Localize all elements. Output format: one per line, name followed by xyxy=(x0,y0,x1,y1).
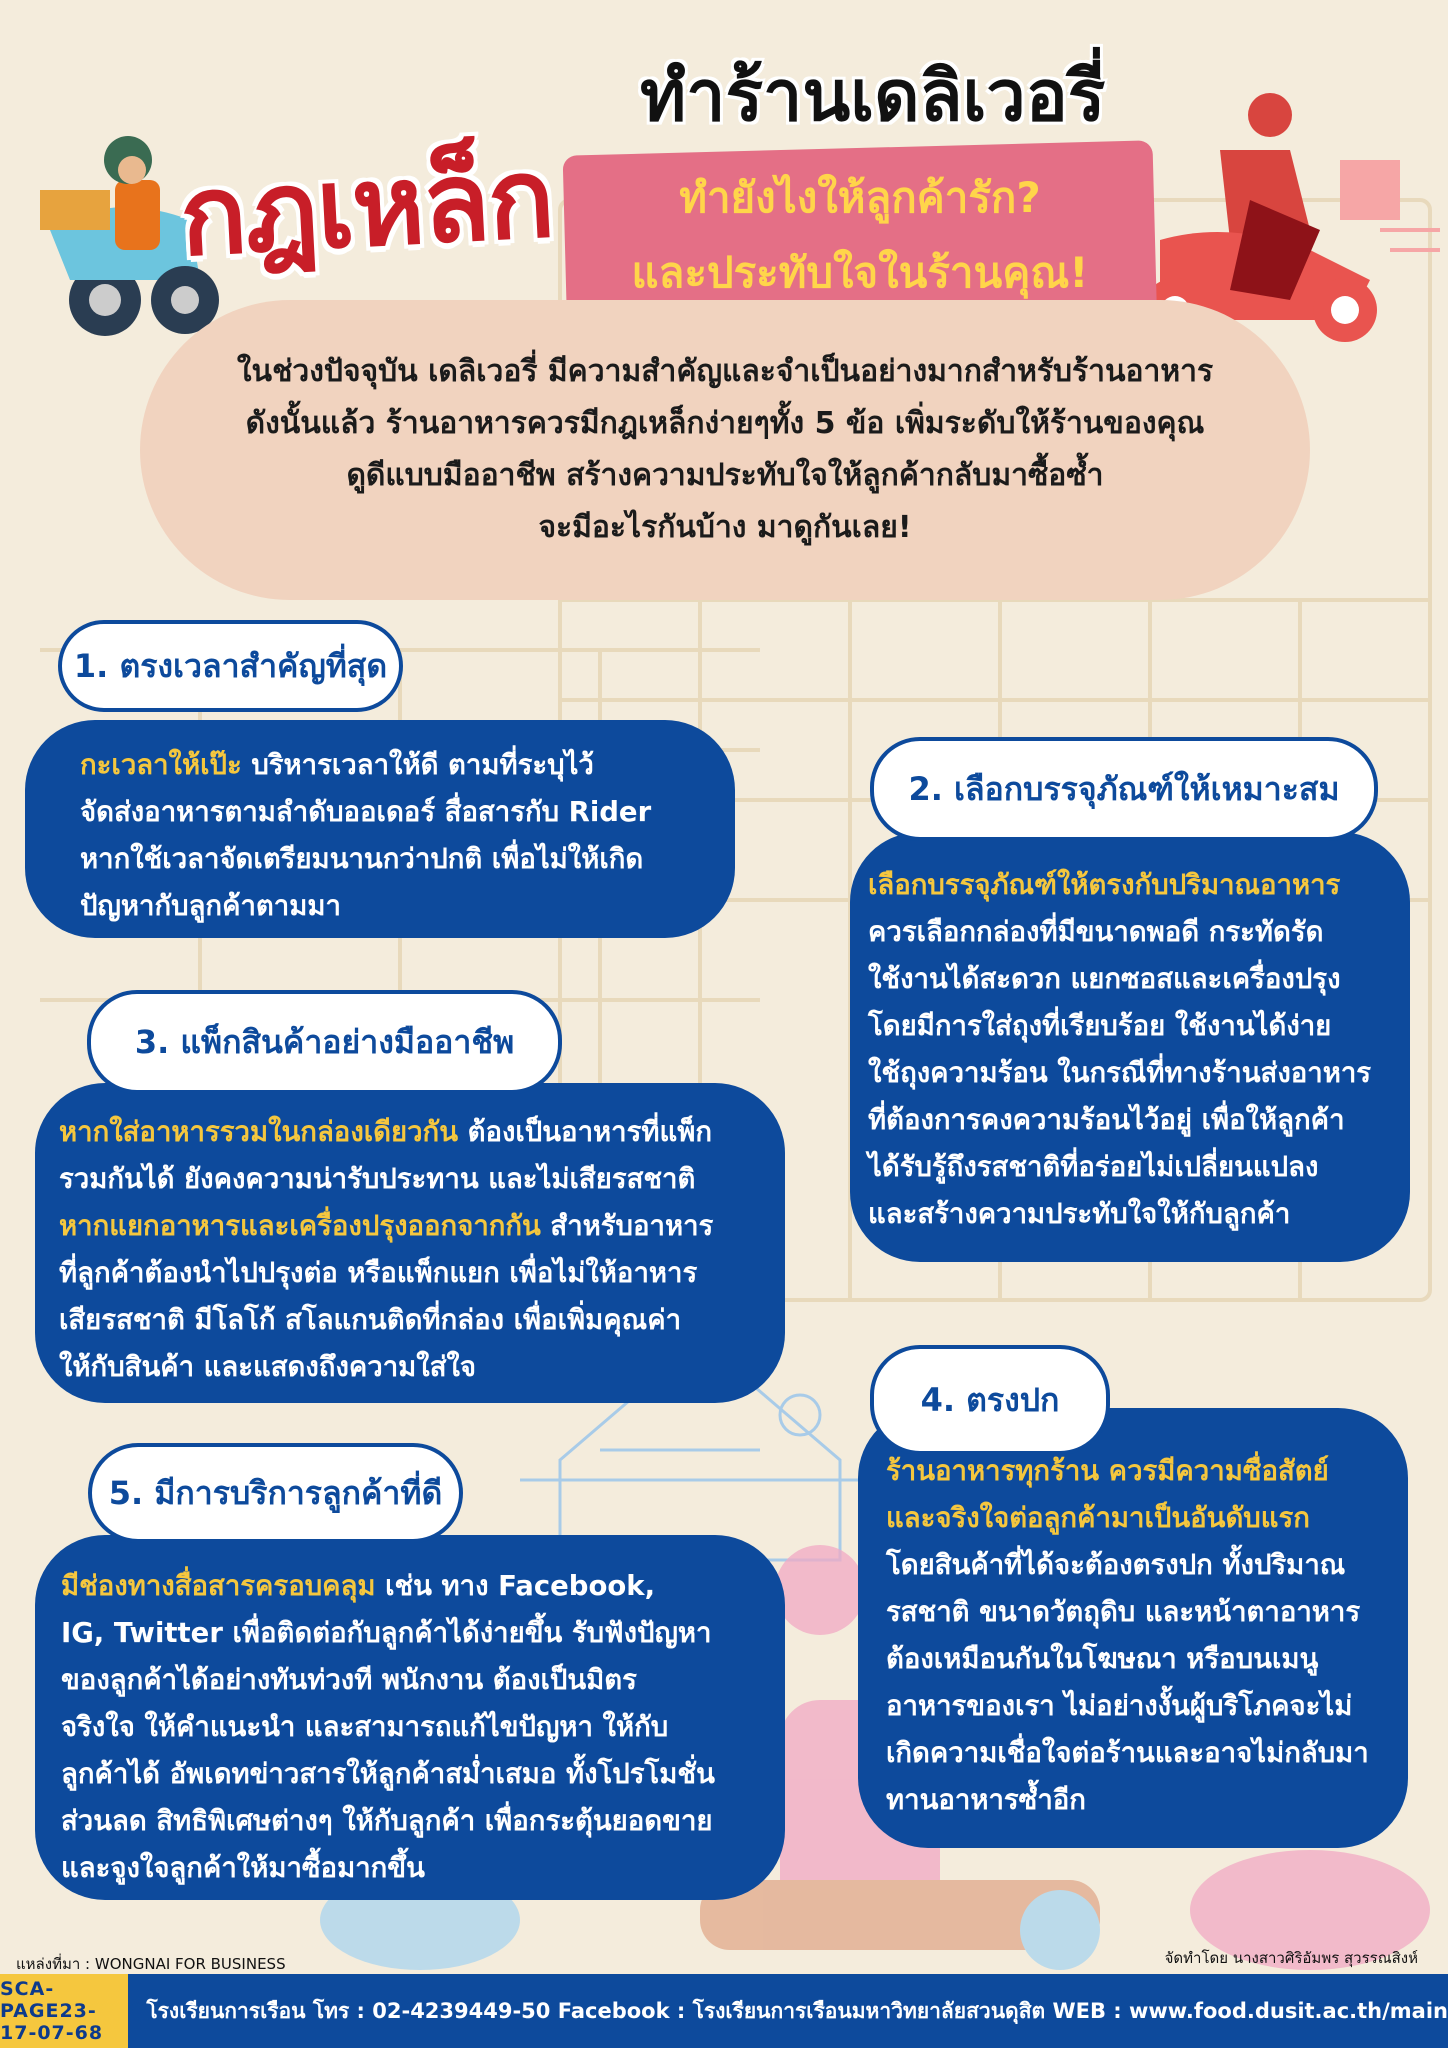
rule-5-title: 5. มีการบริการลูกค้าที่ดี xyxy=(88,1443,463,1543)
rule-4-highlight: ร้านอาหารทุกร้าน ควรมีความซื่อสัตย์ xyxy=(886,1455,1329,1487)
rule-2-line: โดยมีการใส่ถุงที่เรียบร้อย ใช้งานได้ง่าย xyxy=(868,1010,1332,1042)
rule-1-highlight: กะเวลาให้เป๊ะ xyxy=(80,749,242,781)
rule-2-line: และสร้างความประทับใจให้กับลูกค้า xyxy=(868,1198,1291,1230)
rule-4-line: เกิดความเชื่อใจต่อร้านและอาจไม่กลับมา xyxy=(886,1737,1369,1769)
rule-1-line: จัดส่งอาหารตามลำดับออเดอร์ สื่อสารกับ Rider xyxy=(80,796,652,828)
rule-3-highlight: หากแยกอาหารและเครื่องปรุงออกจากกัน xyxy=(59,1210,541,1242)
header-title: กฎเหล็ก xyxy=(176,133,556,281)
rule-3-line: เสียรสชาติ มีโลโก้ สโลแกนติดที่กล่อง เพื่อเพิ่มคุณค่า xyxy=(59,1304,682,1336)
rule-5-line: ส่วนลด สิทธิพิเศษต่างๆ ให้กับลูกค้า เพื่อกระตุ้นยอดขาย xyxy=(61,1805,713,1837)
rule-3-line: ที่ลูกค้าต้องนำไปปรุงต่อ หรือแพ็กแยก เพื่อไม่ให้อาหาร xyxy=(59,1257,698,1289)
rule-3-title: 3. แพ็กสินค้าอย่างมืออาชีพ xyxy=(87,990,562,1094)
rule-1-line: หากใช้เวลาจัดเตรียมนานกว่าปกติ เพื่อไม่ให้เกิด xyxy=(80,843,644,875)
rule-5-line: และจูงใจลูกค้าให้มาซื้อมากขึ้น xyxy=(61,1852,425,1884)
rule-4-card xyxy=(858,1408,1408,1848)
rule-2-line: ใช้งานได้สะดวก แยกซอสและเครื่องปรุง xyxy=(868,963,1341,995)
rule-1-line: ปัญหากับลูกค้าตามมา xyxy=(80,890,341,922)
rule-4-highlight: และจริงใจต่อลูกค้ามาเป็นอันดับแรก xyxy=(886,1502,1310,1534)
rule-3-line: สำหรับอาหาร xyxy=(540,1210,714,1242)
rule-2-line: ได้รับรู้ถึงรสชาติที่อร่อยไม่เปลี่ยนแปลง xyxy=(868,1151,1319,1183)
rule-2-line: ควรเลือกกล่องที่มีขนาดพอดี กระทัดรัด xyxy=(868,916,1324,948)
banner-line-2: และประทับใจในร้านคุณ! xyxy=(631,248,1089,297)
rule-4-line: โดยสินค้าที่ได้จะต้องตรงปก ทั้งปริมาณ xyxy=(886,1549,1346,1581)
rule-5-line: ของลูกค้าได้อย่างทันท่วงที พนักงาน ต้องเป็นมิตร xyxy=(61,1664,637,1696)
rule-5-line: จริงใจ ให้คำแนะนำ และสามารถแก้ไขปัญหา ให้กับ xyxy=(61,1711,669,1743)
rule-2-highlight: เลือกบรรจุภัณฑ์ให้ตรงกับปริมาณอาหาร xyxy=(868,869,1341,901)
rule-4-line: ทานอาหารซ้ำอีก xyxy=(886,1784,1086,1816)
header-subtitle: ทำร้านเดลิเวอรี่ xyxy=(640,55,1106,137)
rule-1-line: บริหารเวลาให้ดี ตามที่ระบุไว้ xyxy=(241,749,594,781)
rule-3-line: ต้องเป็นอาหารที่แพ็ก xyxy=(458,1116,712,1148)
rule-2-line: ที่ต้องการคงความร้อนไว้อยู่ เพื่อให้ลูกค้า xyxy=(868,1104,1345,1136)
banner-line-1: ทำยังไงให้ลูกค้ารัก? xyxy=(679,173,1041,222)
footer-bar xyxy=(0,1974,1448,2048)
intro-line: ดูดีแบบมืออาชีพ สร้างความประทับใจให้ลูกค้ากลับมาซื้อซ้ำ xyxy=(346,458,1104,493)
rule-4-title: 4. ตรงปก xyxy=(870,1345,1110,1455)
rule-3-line: ให้กับสินค้า และแสดงถึงความใส่ใจ xyxy=(59,1351,477,1383)
rule-3-line: รวมกันได้ ยังคงความน่ารับประทาน และไม่เสียรสชาติ xyxy=(59,1163,696,1195)
intro-line: ดังนั้นแล้ว ร้านอาหารควรมีกฎเหล็กง่ายๆทั้ง 5 ข้อ เพิ่มระดับให้ร้านของคุณ xyxy=(245,406,1205,441)
rule-4-line: รสชาติ ขนาดวัตถุดิบ และหน้าตาอาหาร xyxy=(886,1596,1361,1628)
rule-5-highlight: มีช่องทางสื่อสารครอบคลุม xyxy=(61,1570,376,1602)
rule-4-line: อาหารของเรา ไม่อย่างงั้นผู้บริโภคจะไม่ xyxy=(886,1690,1353,1722)
rule-2-title: 2. เลือกบรรจุภัณฑ์ให้เหมาะสม xyxy=(870,737,1378,841)
rule-2-card xyxy=(850,832,1410,1262)
rule-1-card xyxy=(25,720,735,938)
intro-line: จะมีอะไรกันบ้าง มาดูกันเลย! xyxy=(538,510,912,545)
credit-text: จัดทำโดย นางสาวศิริอัมพร สุวรรณสิงห์ xyxy=(1164,1949,1418,1967)
rule-5-line: IG, Twitter เพื่อติดต่อกับลูกค้าได้ง่ายขึ้น รับฟังปัญหา xyxy=(61,1617,712,1649)
rule-2-line: ใช้ถุงความร้อน ในกรณีที่ทางร้านส่งอาหาร xyxy=(868,1057,1372,1089)
rule-5-line: ลูกค้าได้ อัพเดทข่าวสารให้ลูกค้าสม่ำเสมอ ทั้งโปรโมชั่น xyxy=(61,1758,715,1790)
rule-3-card xyxy=(35,1083,785,1403)
page-code: SCA-PAGE23-17-07-68 xyxy=(0,1974,128,2048)
source-text: แหล่งที่มา : WONGNAI FOR BUSINESS xyxy=(16,1955,286,1973)
rule-5-line: เช่น ทาง Facebook, xyxy=(375,1570,656,1602)
rule-3-highlight: หากใส่อาหารรวมในกล่องเดียวกัน xyxy=(59,1116,459,1148)
intro-line: ในช่วงปัจจุบัน เดลิเวอรี่ มีความสำคัญและจำเป็นอย่างมากสำหรับร้านอาหาร xyxy=(236,354,1214,389)
rule-4-line: ต้องเหมือนกันในโฆษณา หรือบนเมนู xyxy=(886,1643,1319,1675)
rule-5-card xyxy=(35,1535,785,1900)
intro-panel xyxy=(140,300,1310,600)
contact-info: โรงเรียนการเรือน โทร : 02-4239449-50 Facebook : โรงเรียนการเรือนมหาวิทยาลัยสวนดุสิต WEB : www.food.dusit.ac.th/main xyxy=(146,1998,1448,2023)
rule-1-title: 1. ตรงเวลาสำคัญที่สุด xyxy=(58,620,403,712)
